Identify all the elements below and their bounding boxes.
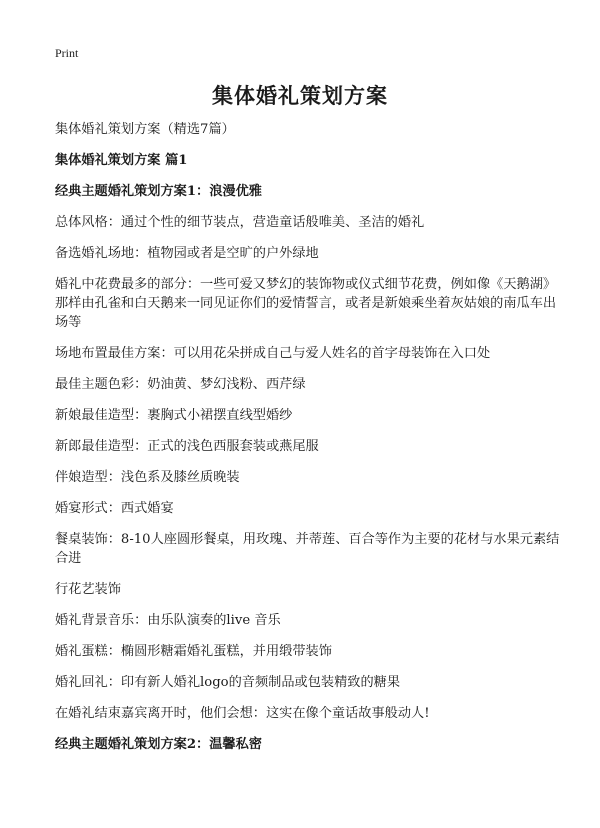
paragraph: 备选婚礼场地：植物园或者是空旷的户外绿地 <box>55 246 319 261</box>
document-body <box>55 120 565 766</box>
paragraph: 婚礼蛋糕：椭圆形糖霜婚礼蛋糕，并用缎带装饰 <box>55 644 332 659</box>
paragraph: 新郎最佳造型：正式的浅色西服套装或燕尾服 <box>55 439 319 454</box>
paragraph: 伴娘造型：浅色系及膝丝质晚装 <box>55 470 240 485</box>
paragraph: 婚宴形式：西式婚宴 <box>55 501 174 516</box>
paragraph: 在婚礼结束嘉宾离开时，他们会想：这实在像个童话故事般动人! <box>55 706 430 721</box>
paragraph: 新娘最佳造型：裹胸式小裙摆直线型婚纱 <box>55 408 293 423</box>
paragraph: 餐桌装饰：8-10人座圆形餐桌，用玫瑰、并蒂莲、百合等作为主要的花材与水果元素结合进 <box>55 532 560 566</box>
paragraph: 总体风格：通过个性的细节装点，营造童话般唯美、圣洁的婚礼 <box>55 215 425 230</box>
paragraph: 婚礼回礼：印有新人婚礼logo的音频制品或包装精致的糖果 <box>55 675 401 690</box>
document-title: 集体婚礼策划方案 <box>212 83 388 108</box>
print-link[interactable]: Print <box>55 46 79 60</box>
subsection-heading: 经典主题婚礼策划方案1：浪漫优雅 <box>55 184 262 199</box>
paragraph: 婚礼中花费最多的部分：一些可爱又梦幻的装饰物或仪式细节花费，例如像《天鹅湖》那样由孔雀和白天鹅来一同见证你们的爱情誓言，或者是新娘乘坐着灰姑娘的南瓜车出场等 <box>55 277 557 330</box>
paragraph: 婚礼背景音乐：由乐队演奏的live 音乐 <box>55 613 281 628</box>
paragraph: 场地布置最佳方案：可以用花朵拼成自己与爱人姓名的首字母装饰在入口处 <box>55 346 491 361</box>
paragraph: 行花艺装饰 <box>55 582 121 597</box>
subsection-heading: 经典主题婚礼策划方案2：温馨私密 <box>55 737 262 752</box>
section-heading: 集体婚礼策划方案 篇1 <box>55 153 188 168</box>
paragraph: 集体婚礼策划方案（精选7篇） <box>55 122 235 137</box>
paragraph: 最佳主题色彩：奶油黄、梦幻浅粉、西芹绿 <box>55 377 306 392</box>
